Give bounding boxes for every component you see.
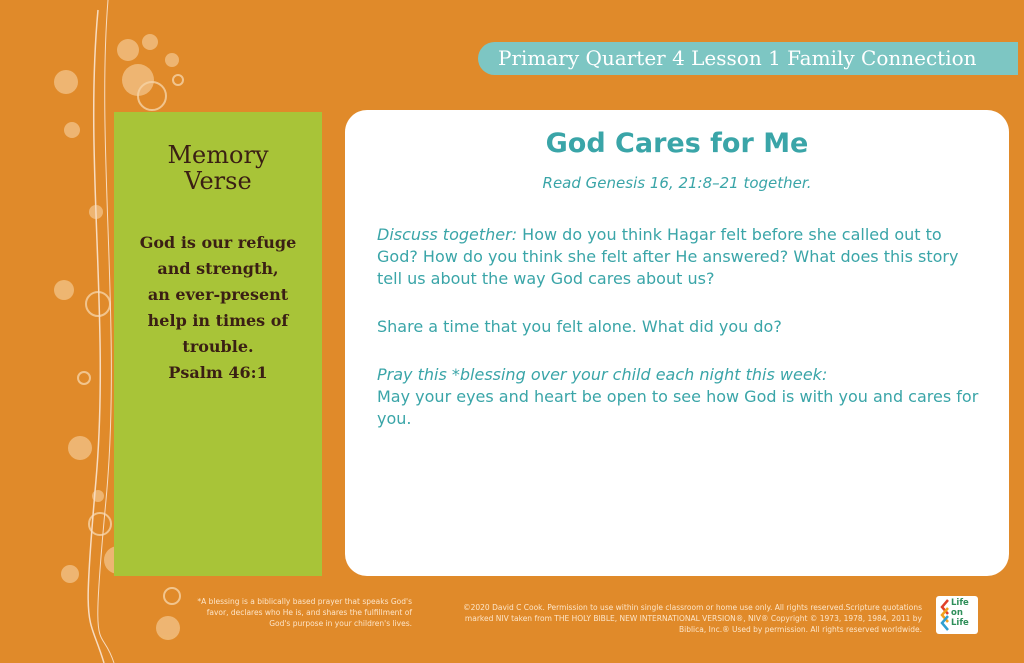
- verse-reference: Psalm 46:1: [168, 363, 268, 382]
- lesson-card: [345, 110, 1009, 576]
- memory-verse-panel: [114, 112, 322, 576]
- logo-mark-icon: [938, 598, 952, 632]
- pray-paragraph: [377, 364, 987, 430]
- verse-line: an ever-present: [147, 285, 289, 304]
- copyright-notice: ©2020 David C Cook. Permission to use within single classroom or home use only. All rights reserved.Scripture quotations marked NIV taken from THE HOLY BIBLE, NEW INTERNATIONAL VERSION®, NIV® Copyright © 1973, 1978, 1984, 2011 by Biblica, Inc.® Used by permission. All rights reserved worldwide.: [463, 603, 922, 634]
- lesson-banner: Primary Quarter 4 Lesson 1 Family Connection: [478, 42, 1018, 75]
- discuss-paragraph: [377, 224, 987, 290]
- share-paragraph: Share a time that you felt alone. What did you do?: [377, 317, 782, 336]
- logo-text-on: on: [951, 608, 963, 618]
- logo-text-life-2: Life: [951, 618, 969, 628]
- lesson-title: God Cares for Me: [545, 128, 809, 159]
- logo-text-life: Life: [951, 598, 969, 608]
- verse-line: help in times of: [147, 311, 289, 330]
- verse-line: trouble.: [182, 337, 254, 356]
- blessing-footnote: *A blessing is a biblically based prayer that speaks God's favor, declares who He is, and shares the fulfillment of God's purpose in your children's lives.: [197, 597, 412, 628]
- logo-wordmark: [951, 598, 977, 628]
- verse-line: God is our refuge: [139, 233, 297, 252]
- pray-text: May your eyes and heart be open to see how God is with you and cares for you.: [377, 387, 979, 428]
- verse-line: and strength,: [157, 259, 279, 278]
- memory-verse-text: [122, 230, 314, 386]
- discuss-label: Discuss together:: [377, 225, 518, 244]
- memory-verse-title-line2: Verse: [184, 167, 252, 195]
- discuss-text: How do you think Hagar felt before she called out to God? How do you think she felt after He answered? What does this story tell us about the way God cares about us?: [377, 225, 959, 288]
- pray-label: Pray this *blessing over your child each night this week:: [377, 365, 828, 384]
- memory-verse-title-line1: Memory: [167, 141, 269, 169]
- life-on-life-logo: [936, 596, 978, 634]
- memory-verse-title: [114, 142, 322, 194]
- lesson-reading: Read Genesis 16, 21:8–21 together.: [542, 174, 812, 192]
